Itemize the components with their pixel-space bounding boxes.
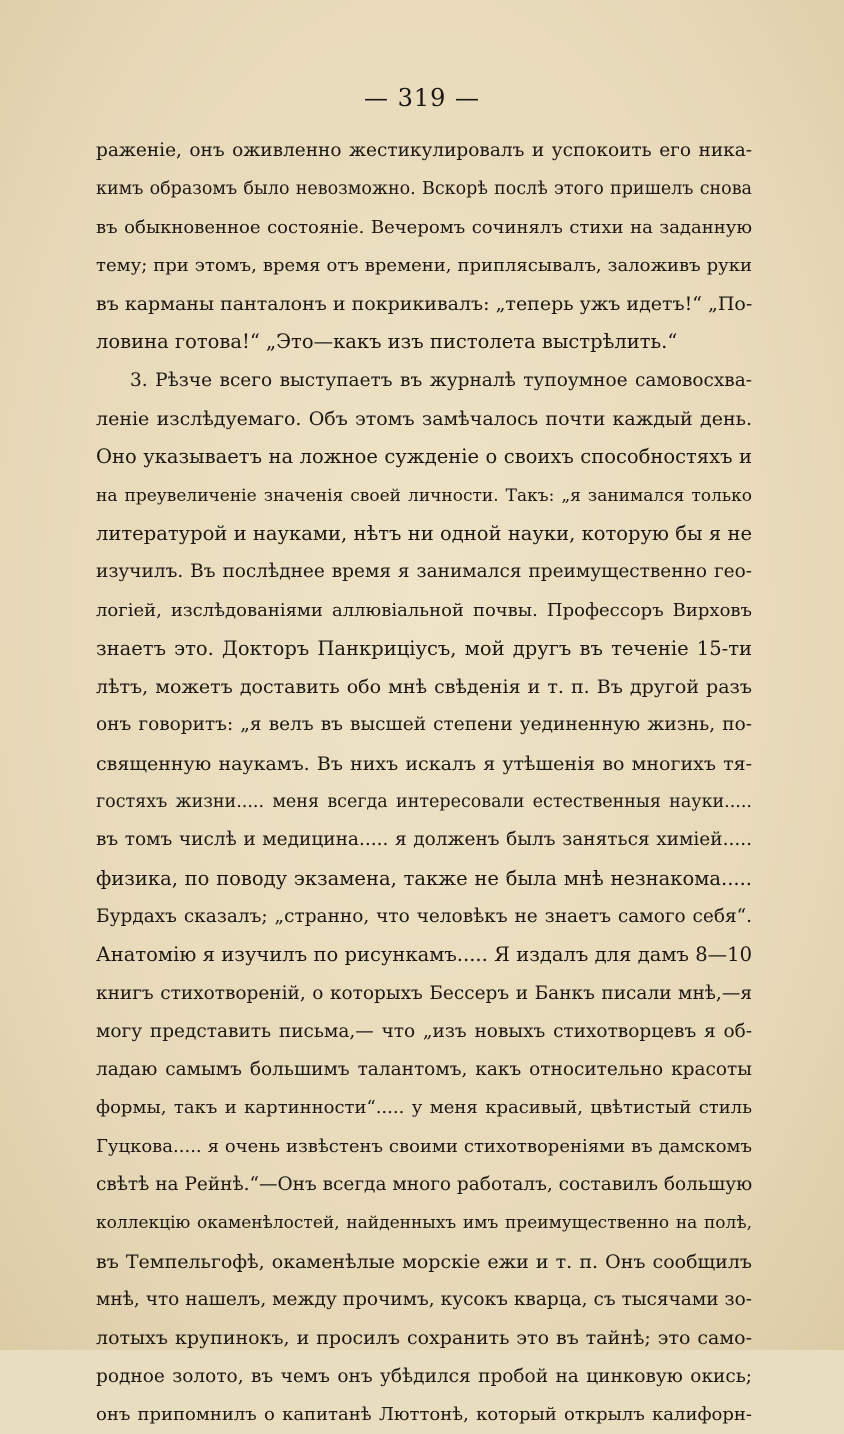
text-line: лѣтъ, можетъ доставить обо мнѣ свѣденія и т. п. Въ другой разъ (96, 676, 752, 699)
text-line: ловина готова!“ „Это—какъ изъ пистолета выстрѣлить.“ (96, 330, 678, 354)
body-text (96, 132, 752, 1434)
text-line: гостяхъ жизни..... меня всегда интересовали естественныя науки..... (96, 792, 752, 813)
text-line: Бурдахъ сказалъ; „странно, что человѣкъ не знаетъ самого себя“. (96, 905, 752, 927)
text-line: родное золото, въ чемъ онъ убѣдился пробой на цинковую окись; (96, 1365, 752, 1387)
text-line: священную наукамъ. Въ нихъ искалъ я утѣшенія во многихъ тя- (96, 752, 752, 775)
text-line: книгъ стихотвореній, о которыхъ Бессеръ и Банкъ писали мнѣ,—я (96, 982, 752, 1004)
text-line: въ Темпельгофѣ, окаменѣлые морскіе ежи и т. п. Онъ сообщилъ (96, 1250, 752, 1273)
text-line: кимъ образомъ было невозможно. Вскорѣ послѣ этого пришелъ снова (96, 179, 752, 200)
text-line: свѣтѣ на Рейнѣ.“—Онъ всегда много работалъ, составилъ большую (96, 1174, 752, 1196)
text-line: Гуцкова..... я очень извѣстенъ своими стихотвореніями въ дамскомъ (96, 1135, 752, 1157)
text-line: могу представить письма,— что „изъ новыхъ стихотворцевъ я об- (96, 1020, 752, 1042)
text-line: лотыхъ крупинокъ, и просилъ сохранить это въ тайнѣ; это само- (96, 1327, 752, 1350)
text-line: онъ припомнилъ о капитанѣ Люттонѣ, который открылъ калифорн- (96, 1403, 752, 1425)
text-line: Анатомію я изучилъ по рисункамъ..... Я издалъ для дамъ 8—10 (96, 943, 752, 967)
text-line: литературой и науками, нѣтъ ни одной науки, которую бы я не (96, 521, 752, 545)
text-line: раженіе, онъ оживленно жестикулировалъ и успокоить его ника- (96, 140, 752, 161)
text-line: формы, такъ и картинности“..... у меня красивый, цвѣтистый стиль (96, 1097, 752, 1119)
text-line: ладаю самымъ большимъ талантомъ, какъ относительно красоты (96, 1059, 752, 1081)
text-line: въ томъ числѣ и медицина..... я долженъ былъ заняться химіей..... (96, 829, 752, 851)
text-line: въ карманы панталонъ и покрикивалъ: „теперь ужъ идетъ!“ „По- (96, 293, 752, 316)
text-line: 3. Рѣзче всего выступаетъ въ журналѣ тупоумное самовосхва- (130, 369, 752, 391)
page-number: — 319 — (363, 84, 481, 112)
text-line: на преувеличеніе значенія своей личности. Такъ: „я занимался только (96, 485, 752, 506)
text-line: тему; при этомъ, время отъ времени, приплясывалъ, заложивъ руки (96, 254, 752, 276)
text-line: онъ говоритъ: „я велъ въ высшей степени уединенную жизнь, по- (96, 714, 752, 736)
text-line: знаетъ это. Докторъ Панкриціусъ, мой другъ въ теченіе 15-ти (96, 636, 752, 660)
text-line: мнѣ, что нашелъ, между прочимъ, кусокъ кварца, съ тысячами зо- (96, 1288, 752, 1310)
text-line: въ обыкновенное состояніе. Вечеромъ сочинялъ стихи на заданную (96, 216, 752, 238)
text-line: физика, по поводу экзамена, также не была мнѣ незнакома..... (96, 866, 752, 890)
text-line: изучилъ. Въ послѣднее время я занимался преимущественно гео- (96, 561, 752, 583)
text-line: Оно указываетъ на ложное сужденіе о своихъ способностяхъ и (96, 445, 752, 469)
text-line: леніе изслѣдуемаго. Объ этомъ замѣчалось почти каждый день. (96, 408, 752, 431)
text-line: логіей, изслѣдованіями аллювіальной почвы. Профессоръ Вирховъ (96, 599, 752, 621)
text-line: коллекцію окаменѣлостей, найденныхъ имъ преимущественно на полѣ, (96, 1213, 752, 1234)
